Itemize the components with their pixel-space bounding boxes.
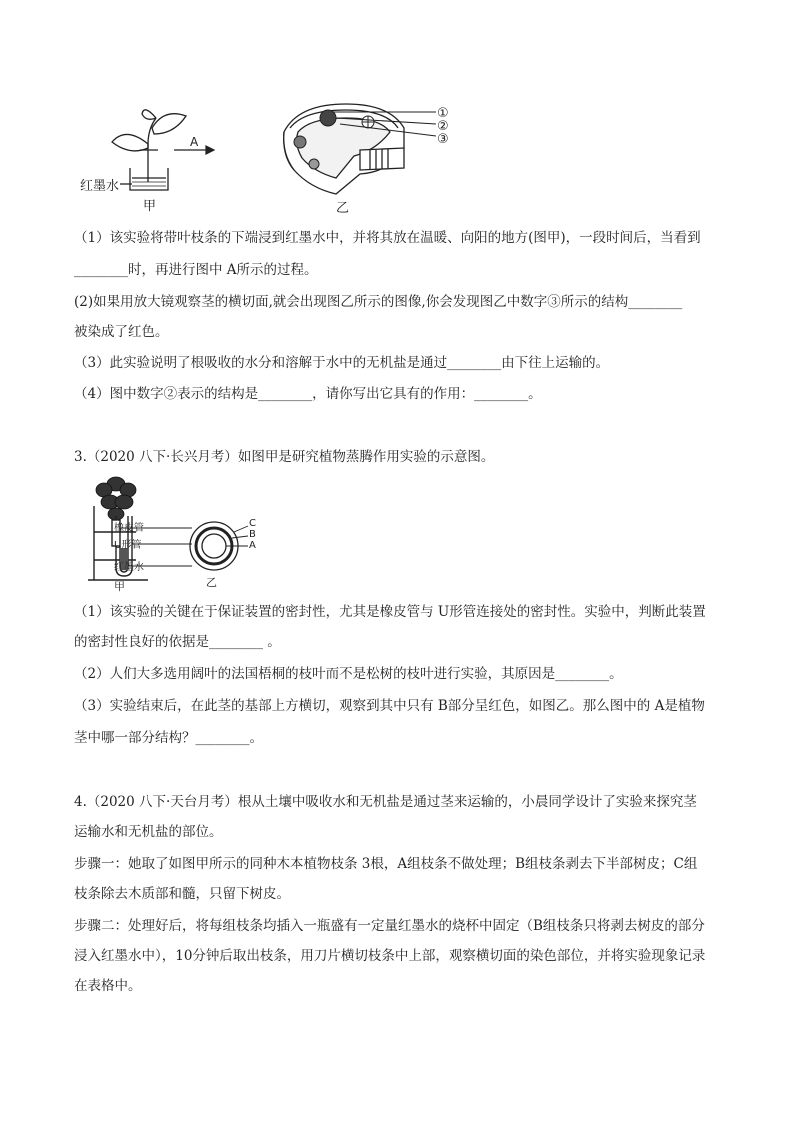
q2-item3: （3）此实验说明了根吸收的水分和溶解于水中的无机盐是通过________由下往上运输的。 — [74, 355, 610, 371]
red-ink-label-q3: 红墨水 — [114, 562, 144, 573]
layer-a-label: A — [249, 540, 256, 551]
q2-item4: （4）图中数字②表示的结构是________，请你写出它具有的作用：________。 — [74, 386, 542, 402]
q2-item1-line2: ________时，再进行图中 A所示的过程。 — [74, 262, 318, 278]
q3-item1-line2: 的密封性良好的依据是________ 。 — [74, 634, 281, 650]
q3-item3-line1: （3）实验结束后，在此茎的基部上方横切，观察到其中只有 B部分呈红色，如图乙。那么图中的 A是植物 — [74, 698, 705, 714]
marker-2: ② — [437, 119, 449, 134]
arrow-a-label: A — [190, 135, 199, 149]
concentric-cross-section-figure — [188, 516, 268, 582]
q4-step2-line1: 步骤二：处理好后，将每组枝条均插入一瓶盛有一定量红墨水的烧杯中固定（B组枝条只将剥去树皮的部分 — [74, 918, 705, 934]
q3-item2: （2）人们大多选用阔叶的法国梧桐的枝叶而不是松树的枝叶进行实验，其原因是________。 — [74, 666, 623, 682]
q3-figure-jia-caption: 甲 — [114, 580, 125, 593]
q4-step1-line2: 枝条除去木质部和髓，只留下树皮。 — [74, 886, 290, 902]
u-tube-label: U形管 — [114, 540, 142, 551]
q3-item1-line1: （1）该实验的关键在于保证装置的密封性，尤其是橡皮管与 U形管连接处的密封性。实验中，判断此装置 — [74, 604, 706, 620]
q4-step2-line3: 在表格中。 — [74, 978, 142, 994]
figure-yi-caption: 乙 — [336, 201, 350, 216]
q3-figure-yi-caption: 乙 — [206, 576, 217, 589]
q2-item2-line2: 被染成了红色。 — [74, 324, 169, 340]
q2-item1-line1: （1）该实验将带叶枝条的下端浸到红墨水中，并将其放在温暖、向阳的地方(图甲)，一段时间后，当看到 — [74, 230, 701, 246]
q4-title-line2: 运输水和无机盐的部位。 — [74, 824, 223, 840]
marker-3: ③ — [437, 132, 449, 147]
marker-1: ① — [437, 106, 449, 121]
q4-step2-line2: 浸入红墨水中），10分钟后取出枝条，用刀片横切枝条中上部，观察横切面的染色部位，并将实验现象记录 — [74, 948, 706, 964]
q3-item3-line2: 茎中哪一部分结构？________。 — [74, 730, 263, 746]
q3-title: 3.（2020 八下·长兴月考）如图甲是研究植物蒸腾作用实验的示意图。 — [74, 449, 495, 465]
rubber-tube-label: 橡皮管 — [114, 523, 144, 534]
stem-cross-section-figure — [270, 98, 470, 200]
red-ink-label: 红墨水 — [80, 179, 120, 194]
layer-b-label: B — [249, 529, 256, 540]
q4-step1-line1: 步骤一：她取了如图甲所示的同种木本植物枝条 3根，A组枝条不做处理；B组枝条剥去下半部树皮；C组 — [74, 856, 698, 872]
figure-jia-caption: 甲 — [143, 199, 157, 214]
q4-title-line1: 4.（2020 八下·天台月考）根从土壤中吸收水和无机盐是通过茎来运输的，小晨同学设计了实验来探究茎 — [74, 794, 697, 810]
layer-c-label: C — [249, 518, 256, 529]
q2-item2-line1: (2)如果用放大镜观察茎的横切面,就会出现图乙所示的图像,你会发现图乙中数字③所示的结构________ — [74, 294, 683, 310]
